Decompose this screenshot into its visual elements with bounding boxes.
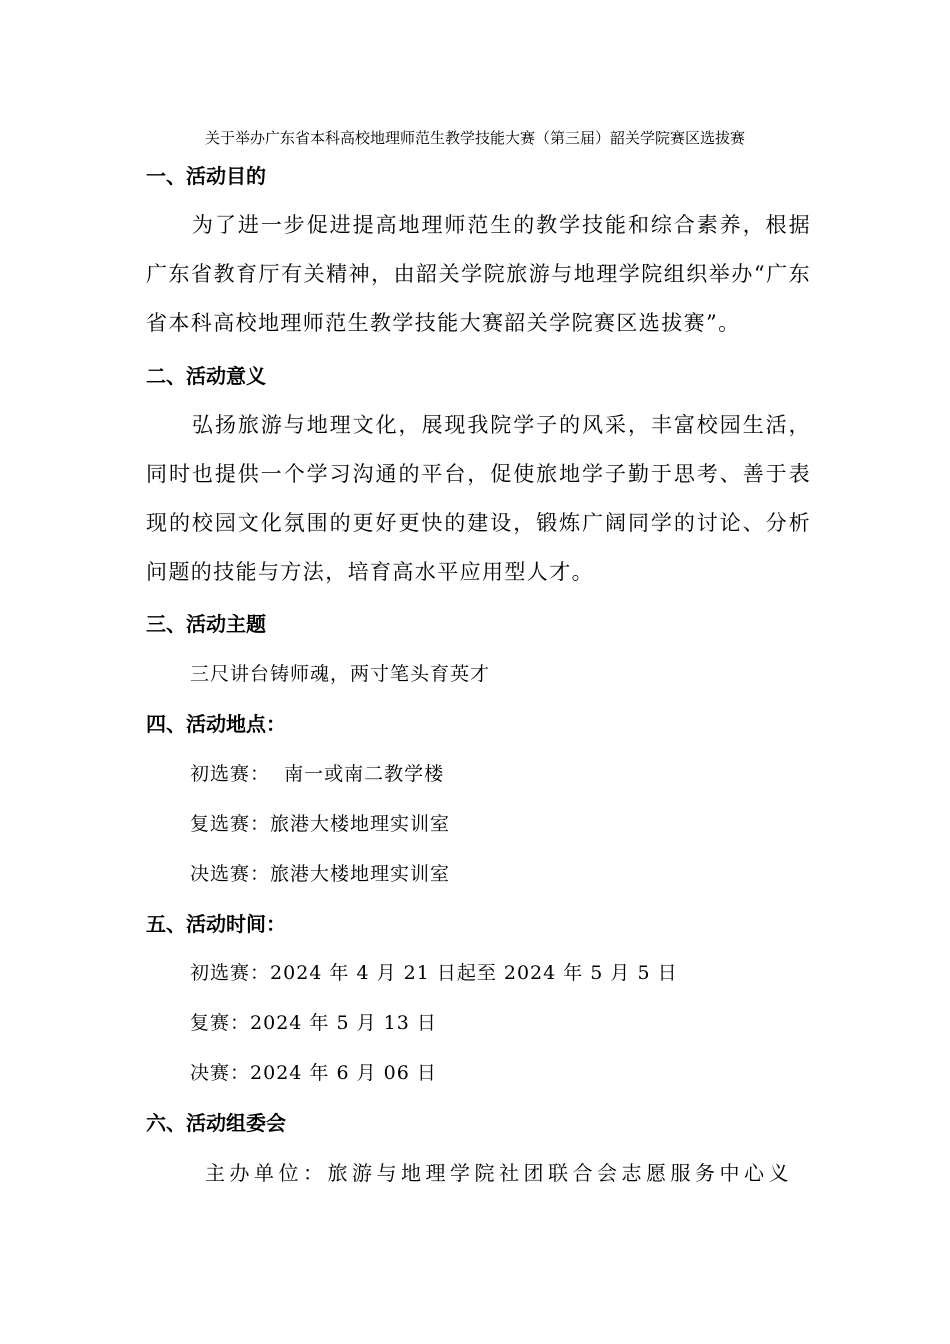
time-item-label: 决赛： [190, 1062, 251, 1084]
section-heading-purpose: 一、活动目的 [146, 164, 266, 188]
section-heading-meaning: 二、活动意义 [146, 364, 266, 388]
location-item-value: 旅港大楼地理实训室 [270, 863, 451, 885]
section-body-purpose: 为了进一步促进提高地理师范生的教学技能和综合素养，根据广东省教育厅有关精神，由韶关学院旅游与地理学院组织举办“广东省本科高校地理师范生教学技能大赛韶关学院赛区选拔赛”。 [146, 213, 811, 335]
location-item [190, 861, 450, 887]
document-title: 关于举办广东省本科高校地理师范生教学技能大赛（第三届）韶关学院赛区选拔赛 [204, 129, 745, 147]
location-item [190, 811, 450, 837]
time-item-value: 2024 年 4 月 21 日起至 2024 年 5 月 5 日 [270, 962, 678, 984]
location-item [190, 761, 444, 787]
time-item-value: 2024 年 5 月 13 日 [250, 1012, 437, 1034]
location-item-value: 南一或南二教学楼 [284, 763, 445, 785]
time-item-label: 初选赛： [190, 962, 271, 984]
section-heading-committee: 六、活动组委会 [146, 1111, 286, 1135]
section-body-theme: 三尺讲台铸师魂，两寸笔头育英才 [190, 663, 491, 685]
organizer-line: 主办单位：旅游与地理学院社团联合会志愿服务中心义 [205, 1161, 793, 1185]
time-item-label: 复赛： [190, 1012, 251, 1034]
location-item-label: 决选赛： [190, 863, 271, 885]
section-body-meaning: 弘扬旅游与地理文化，展现我院学子的风采，丰富校园生活，同时也提供一个学习沟通的平台，促使旅地学子勤于思考、善于表现的校园文化氛围的更好更快的建设，锻炼广阔同学的讨论、分析问题的技能与方法，培育高水平应用型人才。 [146, 413, 811, 584]
section-heading-theme: 三、活动主题 [146, 612, 266, 636]
location-item-value: 旅港大楼地理实训室 [270, 813, 451, 835]
time-item [190, 1060, 437, 1086]
time-item-value: 2024 年 6 月 06 日 [250, 1062, 437, 1084]
time-item [190, 960, 678, 986]
location-item-label: 复选赛： [190, 813, 271, 835]
section-heading-time: 五、活动时间： [146, 912, 286, 936]
time-item [190, 1010, 437, 1036]
location-item-label: 初选赛： [190, 763, 271, 785]
section-heading-location: 四、活动地点： [146, 712, 286, 736]
